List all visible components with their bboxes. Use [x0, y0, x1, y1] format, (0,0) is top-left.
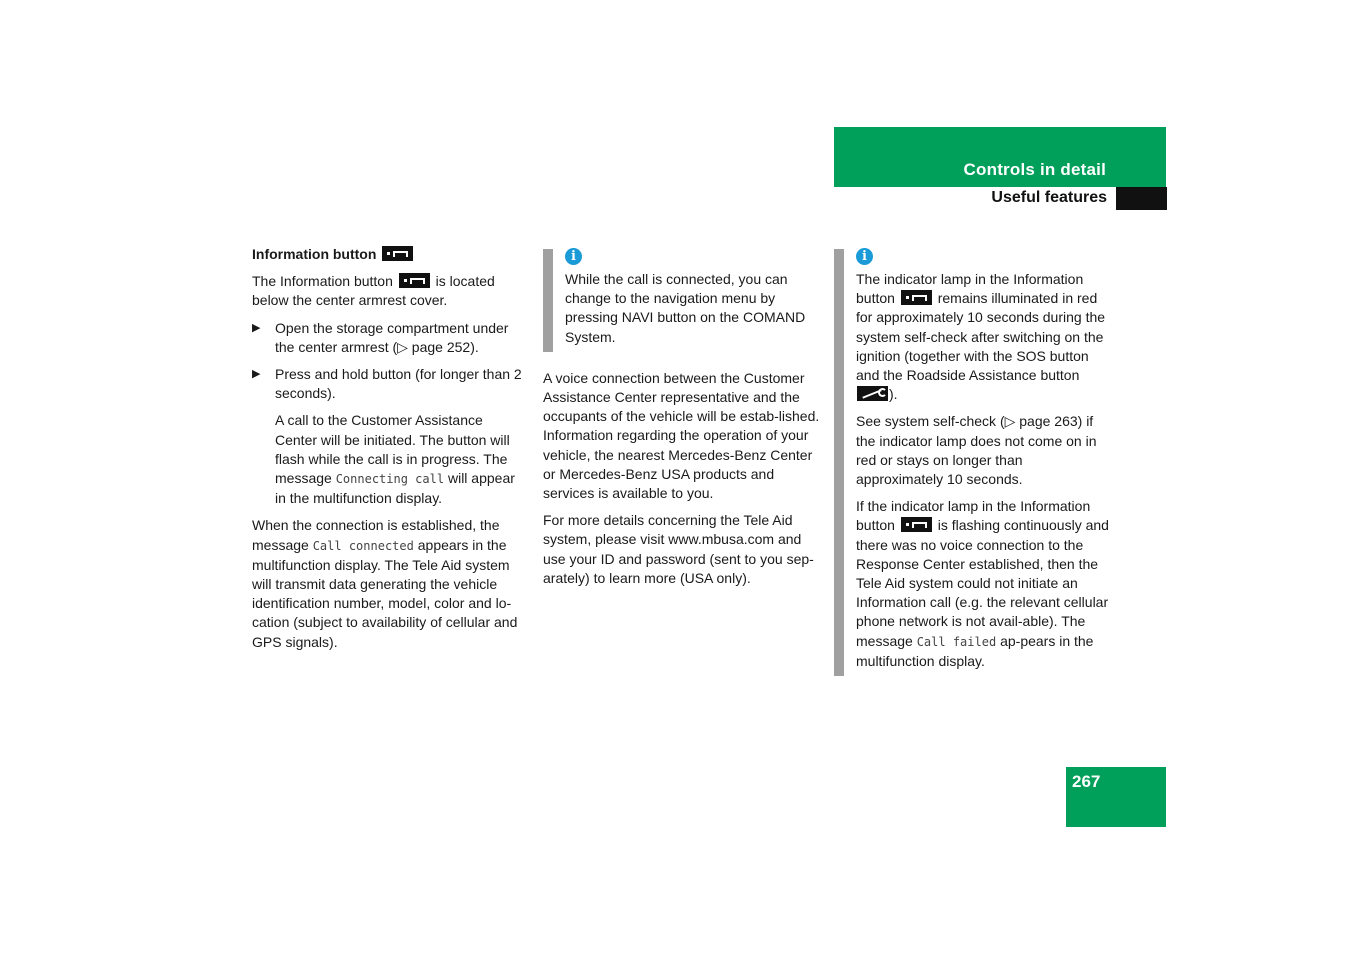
information-button-icon: [901, 290, 932, 305]
paragraph-more-details: For more details concerning the Tele Aid system, please visit www.mbusa.com and use your ID and password (sent to you sep-arately) to learn more (USA only).: [543, 512, 814, 586]
info-note: [543, 245, 821, 347]
text: ).: [889, 386, 898, 403]
information-button-icon: [399, 273, 430, 288]
heading-text: Information button: [252, 246, 377, 262]
paragraph-call-initiated: [252, 411, 528, 508]
display-message: Call failed: [916, 634, 997, 649]
column-left: [252, 245, 528, 660]
text: is flashing continuously and there was no voice connection to the Response Center established, then the Tele Aid system could not initiate an Information call (e.g. the relevant cellular phone network is not avail-able). The message: [856, 517, 1109, 649]
text: remains illuminated in red for approximately 10 seconds during the system self-check after switching on the ignition (together with the SOS button and the Roadside Assistance button: [856, 290, 1106, 384]
paragraph-flashing: [856, 497, 1109, 671]
text: is located below the center armrest cover.: [252, 273, 495, 309]
information-button-icon: [901, 517, 932, 532]
triangle-bullet-icon: ▶: [252, 368, 261, 381]
section-title: Useful features: [991, 189, 1107, 206]
information-button-icon: [382, 246, 413, 261]
page-number-box: [1066, 767, 1166, 827]
text: A call to the Customer Assistance Center will be initiated. The button will flash while the call is in progress. The message: [275, 412, 510, 487]
paragraph-voice-connection: A voice connection between the Customer Assistance Center representative and the occupants of the vehicle will be estab-lished. Information regarding the operation of your vehicle, the nearest Mercedes-Benz Center or Mercedes-Benz USA products and services is available to you.: [543, 369, 820, 502]
display-message: Call connected: [312, 538, 414, 553]
triangle-bullet-icon: ▶: [252, 321, 261, 334]
text: will appear in the multifunction display.: [275, 470, 515, 507]
paragraph-location: [252, 272, 528, 310]
page-number: 267: [1072, 772, 1101, 791]
text: Open the storage compartment under the center armrest (▷ page 252).: [275, 319, 509, 355]
text: If the indicator lamp in the Information button: [856, 498, 1091, 534]
text: appears in the multifunction display. The Tele Aid system will transmit data generating the vehicle identification number, model, color and lo-cation (subject to availability of cellular and GPS signals).: [252, 536, 518, 650]
paragraph-self-check: See system self-check (▷ page 263) if the indicator lamp does not come on in red or stays on longer than approximately 10 seconds.: [856, 413, 1097, 488]
list-item: [252, 365, 528, 403]
text: The Information button: [252, 273, 393, 290]
information-button-heading: [252, 245, 528, 264]
note-bar: [543, 249, 553, 352]
display-message: Connecting call: [335, 472, 445, 487]
note-text: While the call is connected, you can change to the navigation menu by pressing NAVI button on the COMAND System.: [565, 271, 806, 345]
roadside-assistance-icon: [857, 386, 888, 401]
paragraph-connection: [252, 516, 528, 651]
section-tab-marker: [1116, 187, 1167, 210]
column-right: [834, 245, 1109, 679]
column-middle: [543, 245, 821, 596]
text: When the connection is established, the message: [252, 517, 500, 553]
text: ap-pears in the multifunction display.: [856, 632, 1094, 669]
text: Press and hold button (for longer than 2 seconds).: [275, 366, 522, 402]
text: The indicator lamp in the Information button: [856, 271, 1084, 307]
chapter-header: [834, 127, 1166, 187]
chapter-title: Controls in detail: [963, 160, 1106, 179]
info-note: [834, 245, 1109, 671]
info-icon: i: [856, 248, 873, 265]
note-bar: [834, 249, 844, 676]
paragraph-indicator-lamp: [856, 270, 1109, 404]
info-icon: i: [565, 248, 582, 265]
list-item: [252, 319, 528, 357]
